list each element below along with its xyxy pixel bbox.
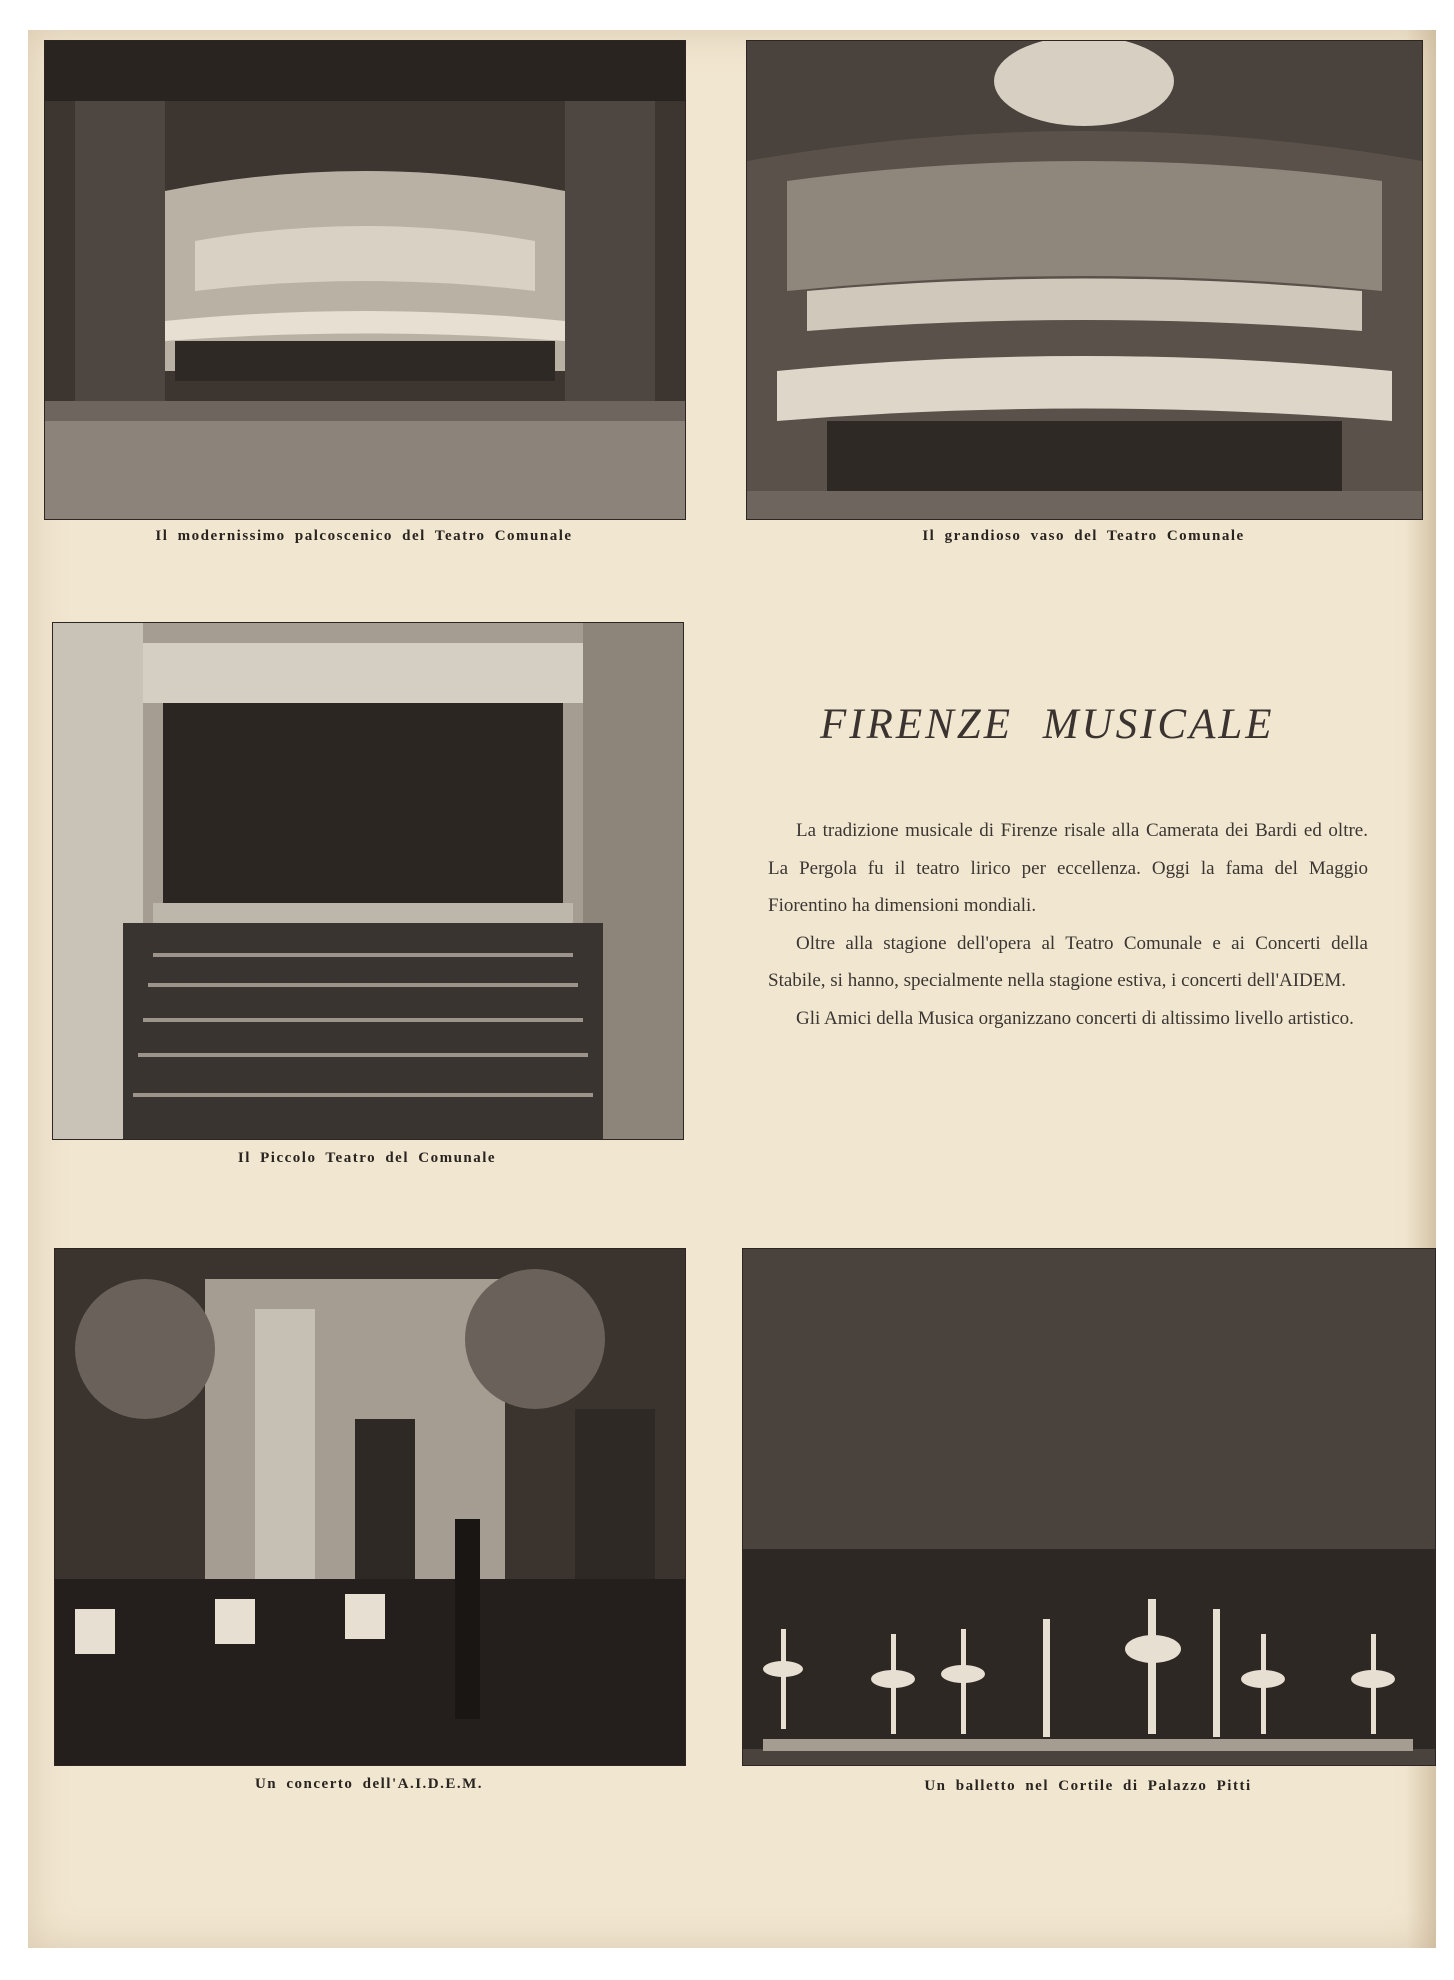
photo-small-theatre: [52, 622, 684, 1140]
article-paragraph: La tradizione musicale di Firenze risale alla Camerata dei Bardi ed oltre. La Pergola fu il teatro lirico per eccellenza. Oggi la fama del Maggio Fiorentino ha dimensioni mondiali.: [768, 820, 1368, 916]
page-title: FIRENZE MUSICALE: [820, 701, 1275, 748]
auditorium-photo-image: [747, 41, 1422, 519]
article-paragraph: Oltre alla stagione dell'opera al Teatro Comunale e ai Concerti della Stabile, si hanno, specialmente nella stagione estiva, i concerti dell'AIDEM.: [768, 932, 1368, 991]
photo-ballet: [742, 1248, 1436, 1766]
concert-photo-image: [55, 1249, 685, 1765]
article-body: [768, 812, 1368, 1037]
ballet-photo-image: [743, 1249, 1435, 1765]
caption-small-theatre: Il Piccolo Teatro del Comunale: [237, 1150, 497, 1166]
caption-ballet: Un balletto nel Cortile di Palazzo Pitti: [924, 1778, 1252, 1794]
caption-stage: Il modernissimo palcoscenico del Teatro Comunale: [155, 528, 573, 544]
caption-concert: Un concerto dell'A.I.D.E.M.: [254, 1776, 484, 1792]
photo-auditorium: [746, 40, 1423, 520]
caption-auditorium: Il grandioso vaso del Teatro Comunale: [922, 528, 1245, 544]
photo-concert: [54, 1248, 686, 1766]
photo-stage: [44, 40, 686, 520]
stage-photo-image: [45, 41, 685, 519]
article-paragraph: Gli Amici della Musica organizzano concerti di altissimo livello artistico.: [796, 1007, 1354, 1029]
small-theatre-photo-image: [53, 623, 683, 1139]
